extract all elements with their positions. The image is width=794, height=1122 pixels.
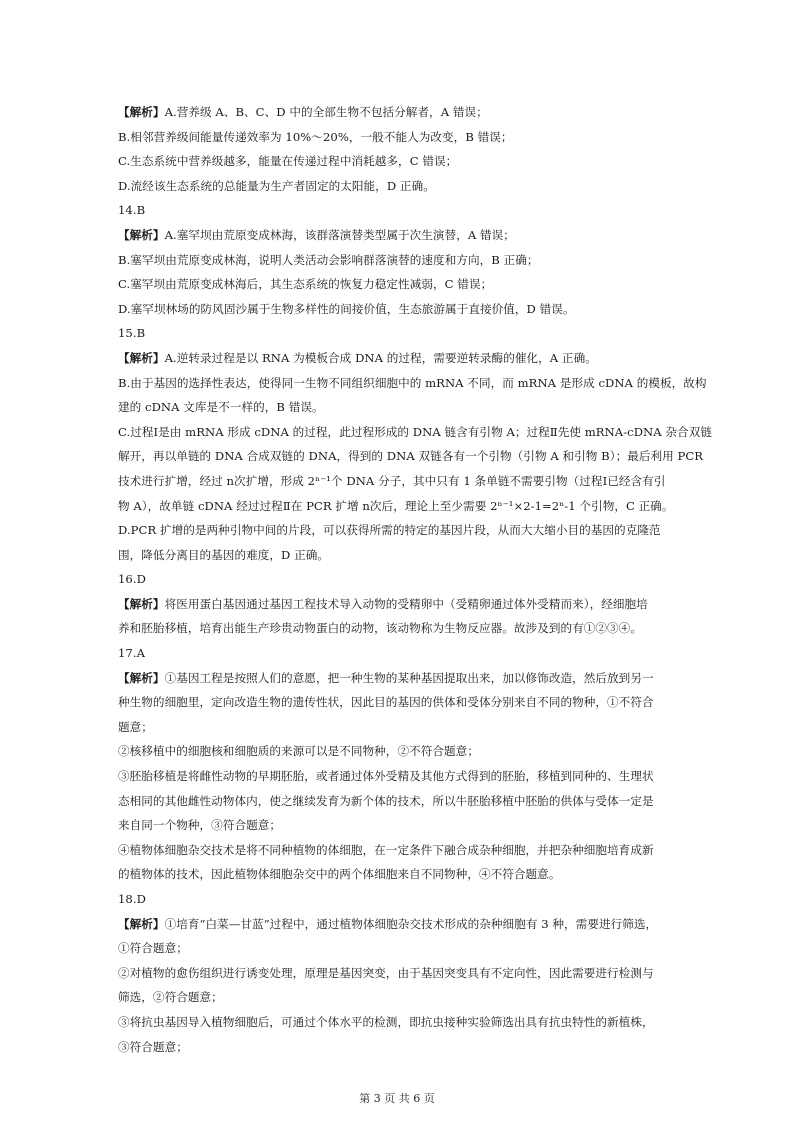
q17-analysis-line: 【解析】①基因工程是按照人们的意愿，把一种生物的某种基因提取出来，加以修饰改造，然后放到另一 [118,670,654,685]
analysis-tag: 【解析】 [118,916,165,931]
q17-analysis-line: 种生物的细胞里，定向改造生物的遗传性状，因此目的基因的供体和受体分别来自不同的物种，①不符合 [118,695,654,710]
q17-answer: 17.A [118,646,146,661]
q18-answer: 18.D [118,892,146,906]
q15-analysis-line: 物 A），故单链 cDNA 经过过程Ⅱ在 PCR 扩增 n次后，理论上至少需要 2ⁿ⁻¹×2-1=2ⁿ-1 个引物，C 正确。 [118,498,674,513]
q15-analysis-line: 技术进行扩增，经过 n次扩增，形成 2ⁿ⁻¹个 DNA 分子，其中只有 1 条单链不需要引物（过程Ⅰ已经含有引 [118,473,666,488]
q13-analysis-line: 【解析】A.营养级 A、B、C、D 中的全部生物不包括分解者，A 错误； [118,105,488,119]
q18-analysis-line: 【解析】①培育“白菜—甘蓝”过程中，通过植物体细胞杂交技术形成的杂种细胞有 3 种，需要进行筛选， [118,916,658,931]
q15-analysis-line: B.由于基因的选择性表达，使得同一生物不同组织细胞中的 mRNA 不同，而 mRNA 是形成 cDNA 的模板，故构 [118,375,707,390]
q14-answer: 14.B [118,203,146,218]
q18-analysis-line: 筛选，②符合题意； [118,990,223,1005]
q17-analysis-line: ④植物体细胞杂交技术是将不同种植物的体细胞，在一定条件下融合成杂种细胞，并把杂种细胞培育成新 [118,842,654,857]
q18-analysis-line: ①符合题意； [118,941,188,956]
page-footer: 第 3 页 共 6 页 [359,1092,435,1105]
q15-analysis-line: 建的 cDNA 文库是不一样的，B 错误。 [118,400,324,415]
analysis-tag: 【解析】 [118,670,165,685]
q14-analysis-line: 【解析】A.塞罕坝由荒原变成林海，该群落演替类型属于次生演替，A 错误； [118,227,515,242]
answer-analysis-content [118,100,712,1059]
q17-analysis-line: 态相同的其他雌性动物体内，使之继续发育为新个体的技术，所以牛胚胎移植中胚胎的供体与受体一定是 [118,793,654,808]
q15-analysis-line: D.PCR 扩增的是两种引物中间的片段，可以获得所需的特定的基因片段，从而大大缩小目的基因的克隆范 [118,523,661,538]
q17-analysis-line: 题意； [118,719,153,734]
q17-analysis-line: ②核移植中的细胞核和细胞质的来源可以是不同物种，②不符合题意； [118,744,479,759]
q14-analysis-line: D.塞罕坝林场的防风固沙属于生物多样性的间接价值，生态旅游属于直接价值，D 错误。 [118,301,575,316]
analysis-tag: 【解析】 [118,227,165,242]
q18-analysis-line: ②对植物的愈伤组织进行诱变处理，原理是基因突变，由于基因突变具有不定向性，因此需要进行检测与 [118,965,654,980]
q18-analysis-line: ③将抗虫基因导入植物细胞后，可通过个体水平的检测，即抗虫接种实验筛选出具有抗虫特性的新植株， [118,1014,654,1029]
q18-analysis-line: ③符合题意； [118,1039,188,1054]
q13-analysis-line: C.生态系统中营养级越多，能量在传递过程中消耗越多，C 错误； [118,154,458,169]
analysis-tag: 【解析】 [118,105,165,119]
q17-analysis-line: 的植物体的技术，因此植物体细胞杂交中的两个体细胞来自不同物种，④不符合题意。 [118,867,561,882]
q15-analysis-line: 【解析】A.逆转录过程是以 RNA 为模板合成 DNA 的过程，需要逆转录酶的催化，A 正确。 [118,350,597,365]
q13-analysis-line: B.相邻营养级间能量传递效率为 10%～20%，一般不能人为改变，B 错误； [118,129,513,144]
q15-analysis-line: 解开，再以单链的 DNA 合成双链的 DNA，得到的 DNA 双链各有一个引物（引物 A 和引物 B）；最后利用 PCR [118,449,704,464]
q15-analysis-line: 围，降低分离目的基因的难度，D 正确。 [118,547,330,562]
q17-analysis-line: ③胚胎移植是将雌性动物的早期胚胎，或者通过体外受精及其他方式得到的胚胎，移植到同种的、生理状 [118,769,654,784]
q16-answer: 16.D [118,572,146,587]
q14-analysis-line: B.塞罕坝由荒原变成林海，说明人类活动会影响群落演替的速度和方向，B 正确； [118,252,539,267]
q15-answer: 15.B [118,326,146,341]
q16-analysis-line: 【解析】将医用蛋白基因通过基因工程技术导入动物的受精卵中（受精卵通过体外受精而来），经细胞培 [118,596,648,611]
q17-analysis-line: 来自同一个物种，③符合题意； [118,818,282,833]
analysis-tag: 【解析】 [118,596,165,611]
q13-analysis-line: D.流经该生态系统的总能量为生产者固定的太阳能，D 正确。 [118,178,435,193]
q14-analysis-line: C.塞罕坝由荒原变成林海后，其生态系统的恢复力稳定性减弱，C 错误； [118,277,493,292]
analysis-tag: 【解析】 [118,350,165,365]
q15-analysis-line: C.过程Ⅰ是由 mRNA 形成 cDNA 的过程，此过程形成的 DNA 链含有引物 A；过程Ⅱ先使 mRNA-cDNA 杂合双链 [118,424,712,439]
q16-analysis-line: 养和胚胎移植，培育出能生产珍贵动物蛋白的动物，该动物称为生物反应器。故涉及到的有①②③④。 [118,621,642,636]
